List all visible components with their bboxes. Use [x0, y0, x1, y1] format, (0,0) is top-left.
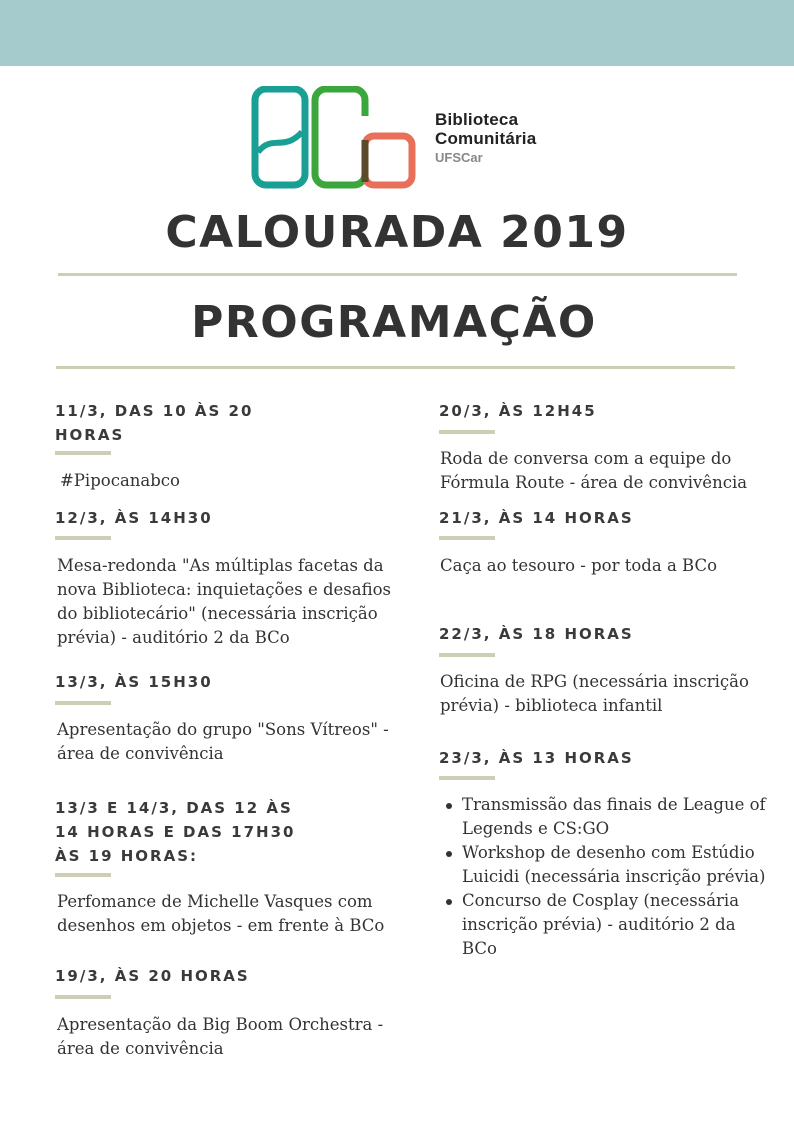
event-description: Apresentação da Big Boom Orchestra - área de convivência	[57, 1015, 384, 1058]
event-heading: 12/3, ÀS 14H30	[55, 509, 213, 527]
event-heading: 22/3, ÀS 18 HORAS	[439, 625, 634, 643]
event-description: Mesa-redonda "As múltiplas facetas da nova Biblioteca: inquietações e desafios do bibliotecário" (necessária inscrição prévia) - auditório 2 da BCo	[57, 556, 391, 647]
heading-underline	[439, 776, 495, 780]
event-heading: 21/3, ÀS 14 HORAS	[439, 509, 634, 527]
event-description: Caça ao tesouro - por toda a BCo	[440, 556, 718, 575]
heading-underline	[55, 873, 111, 877]
list-item: Transmissão das finais de League of Legends e CS:GO	[439, 793, 766, 841]
org-line3: UFSCar	[435, 150, 483, 165]
heading-underline	[439, 430, 495, 434]
event-heading: 11/3, DAS 10 ÀS 20 HORAS	[55, 402, 254, 444]
divider-top	[58, 273, 737, 276]
org-line2: Comunitária	[435, 129, 537, 148]
heading-underline	[55, 995, 111, 999]
logo-letter-o	[365, 136, 412, 185]
event-description: #Pipocanabco	[60, 471, 180, 490]
event-description: Perfomance de Michelle Vasques com desenhos em objetos - em frente à BCo	[57, 892, 385, 935]
event-description: Oficina de RPG (necessária inscrição prévia) - biblioteca infantil	[440, 672, 749, 715]
org-line1: Biblioteca	[435, 110, 519, 129]
logo-letter-b-curve	[258, 132, 302, 152]
heading-underline	[55, 536, 111, 540]
event-description: Apresentação do grupo "Sons Vítreos" - área de convivência	[57, 720, 389, 763]
logo-letter-c	[315, 89, 365, 185]
sub-title: PROGRAMAÇÃO	[191, 297, 597, 348]
heading-underline	[55, 701, 111, 705]
main-title: CALOURADA 2019	[165, 207, 629, 258]
event-heading: 13/3 E 14/3, DAS 12 ÀS 14 HORAS E DAS 17H30 ÀS 19 HORAS:	[55, 799, 296, 865]
event-heading: 20/3, ÀS 12H45	[439, 402, 597, 420]
event-heading: 19/3, ÀS 20 HORAS	[55, 967, 250, 985]
heading-underline	[55, 451, 111, 455]
heading-underline	[439, 653, 495, 657]
list-item: Concurso de Cosplay (necessária inscrição prévia) - auditório 2 da BCo	[439, 889, 766, 961]
list-item: Workshop de desenho com Estúdio Luicidi (necessária inscrição prévia)	[439, 841, 766, 889]
org-name	[435, 110, 536, 166]
event-heading: 13/3, ÀS 15H30	[55, 673, 213, 691]
bco-logo	[250, 86, 420, 190]
heading-underline	[439, 536, 495, 540]
event-item-list	[439, 793, 766, 961]
divider-bottom	[56, 366, 735, 369]
event-heading: 23/3, ÀS 13 HORAS	[439, 749, 634, 767]
top-banner	[0, 0, 794, 66]
event-description: Roda de conversa com a equipe do Fórmula Route - área de convivência	[440, 449, 748, 492]
